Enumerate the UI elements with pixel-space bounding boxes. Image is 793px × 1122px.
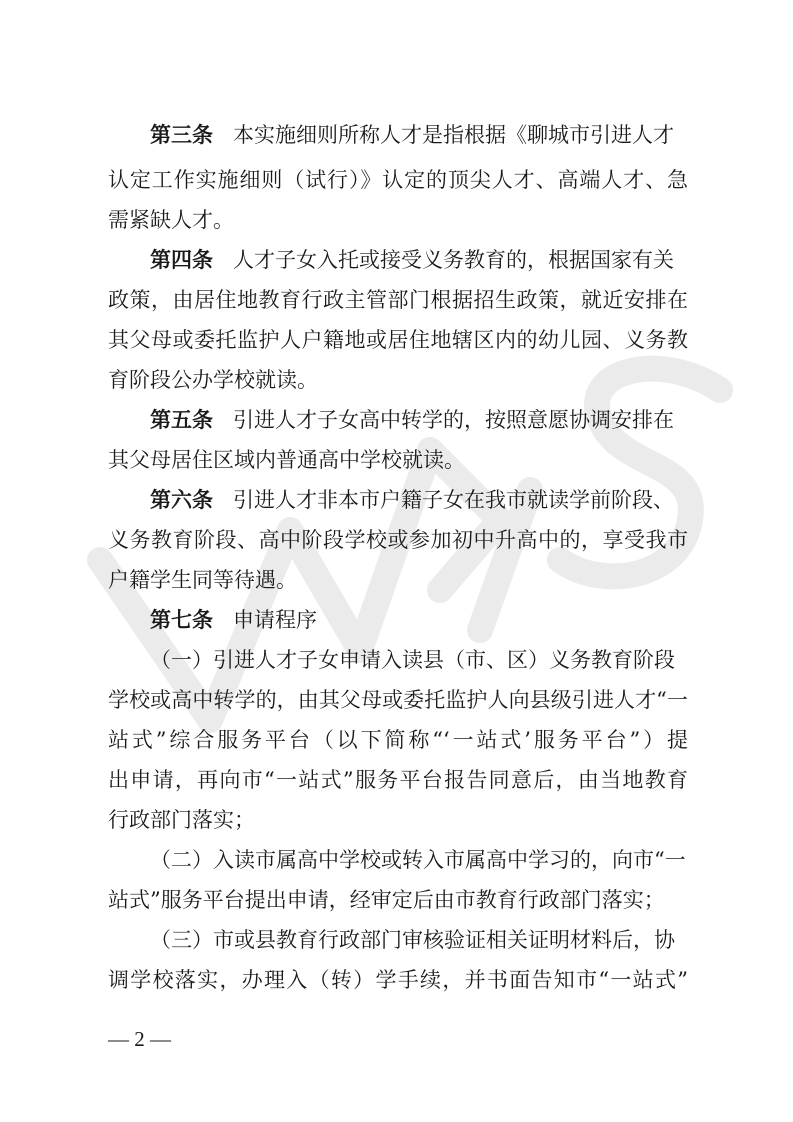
article-3-line-1: [108, 115, 688, 155]
article-5-title: 第五条: [150, 407, 213, 432]
article-7-line-1: [108, 600, 688, 640]
article-4-text: 人才子女入托或接受义务教育的，根据国家有关: [233, 248, 674, 272]
item-1-line-5: 行政部门落实；: [108, 808, 255, 832]
article-3-text: 本实施细则所称人才是指根据《聊城市引进人才: [233, 123, 674, 147]
article-7-title: 第七条: [150, 607, 213, 632]
item-1-text: （一）引进人才子女申请入读县（市、区）义务教育阶段: [150, 648, 675, 672]
item-1-line-3: 站式”综合服务平台（以下简称“‘一站式’服务平台”）提: [108, 728, 688, 752]
article-6-line-1: [108, 480, 688, 520]
item-2-line-1: [108, 840, 688, 880]
item-3-text: （三）市或县教育行政部门审核验证相关证明材料后，协: [150, 928, 675, 952]
article-7-text: 申请程序: [233, 608, 317, 632]
article-6-text: 引进人才非本市户籍子女在我市就读学前阶段、: [233, 488, 674, 512]
article-5-line-2: 其父母居住区域内普通高中学校就读。: [108, 448, 465, 472]
article-5-text: 引进人才子女高中转学的，按照意愿协调安排在: [233, 408, 674, 432]
article-6-title: 第六条: [150, 487, 213, 512]
item-3-line-1: [108, 920, 688, 960]
article-6-line-3: 户籍学生同等待遇。: [108, 568, 297, 592]
article-3-title: 第三条: [150, 122, 213, 147]
article-4-line-4: 育阶段公办学校就读。: [108, 368, 318, 392]
page-number: — 2 —: [108, 1027, 171, 1051]
article-4-line-3: 其父母或委托监护人户籍地或居住地辖区内的幼儿园、义务教: [108, 328, 688, 352]
item-2-text: （二）入读市属高中学校或转入市属高中学习的，向市“一: [150, 848, 686, 872]
article-4-line-1: [108, 240, 688, 280]
article-4-line-2: 政策，由居住地教育行政主管部门根据招生政策，就近安排在: [108, 288, 688, 312]
article-3-line-2: 认定工作实施细则（试行）》认定的顶尖人才、高端人才、急: [108, 168, 688, 192]
item-1-line-2: 学校或高中转学的，由其父母或委托监护人向县级引进人才“一: [108, 688, 688, 712]
article-4-title: 第四条: [150, 247, 213, 272]
item-2-line-2: 站式”服务平台提出申请，经审定后由市教育行政部门落实；: [108, 888, 665, 912]
article-5-line-1: [108, 400, 688, 440]
item-1-line-1: [108, 640, 688, 680]
item-1-line-4: 出申请，再向市“一站式”服务平台报告同意后，由当地教育: [108, 768, 688, 792]
item-3-line-2: 调学校落实，办理入（转）学手续，并书面告知市“一站式”: [108, 968, 688, 992]
article-3-line-3: 需紧缺人才。: [108, 208, 234, 232]
article-6-line-2: 义务教育阶段、高中阶段学校或参加初中升高中的，享受我市: [108, 528, 688, 552]
